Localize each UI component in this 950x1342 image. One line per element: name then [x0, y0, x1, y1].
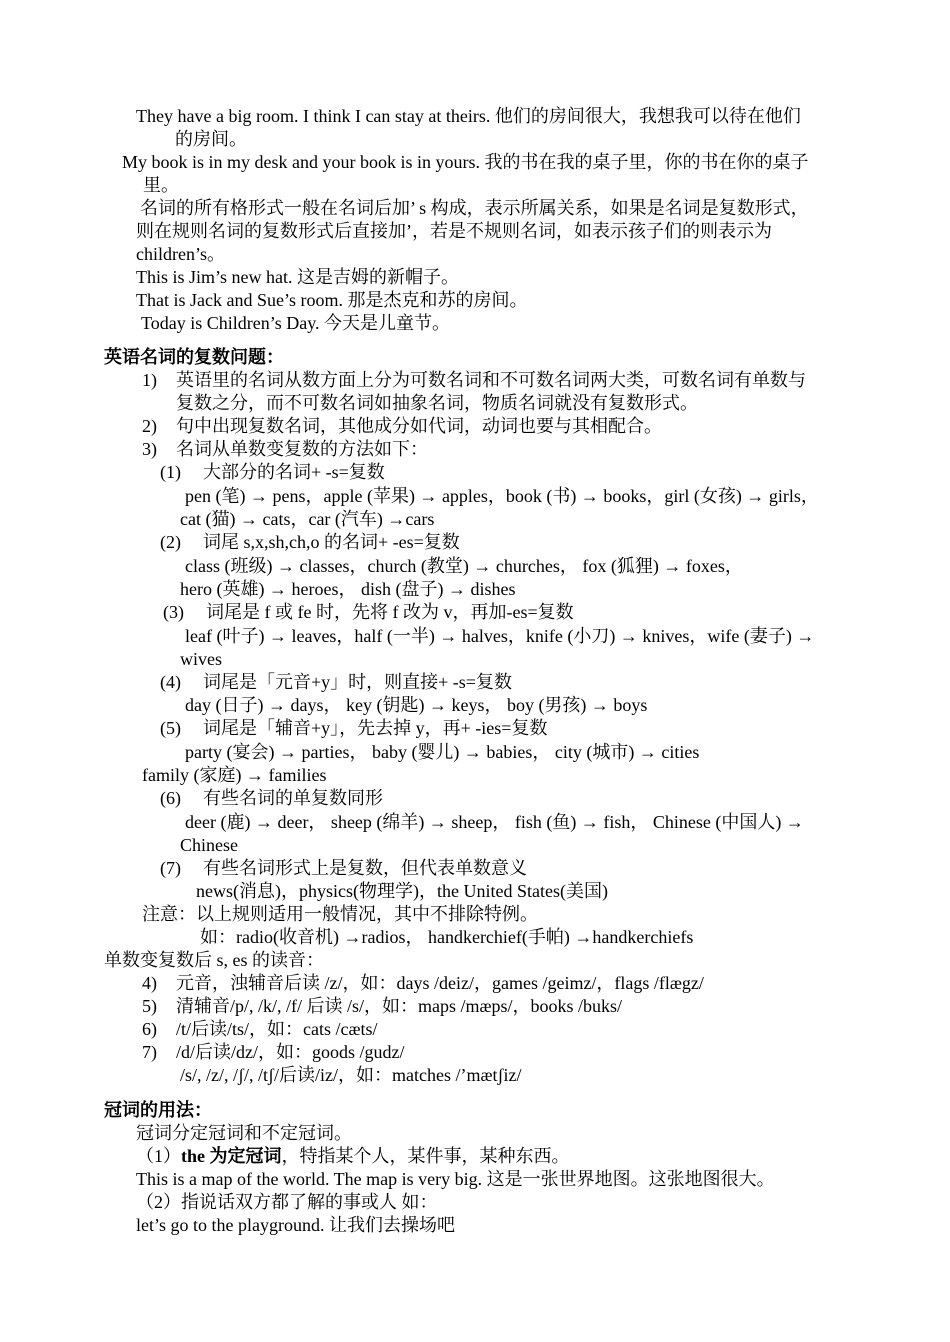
rule-1-example-b: cat (猫) → cats，car (汽车) →cars — [180, 509, 435, 529]
article-example-map: This is a map of the world. The map is very big. 这是一张世界地图。这张地图很大。 — [136, 1169, 775, 1189]
example-jack-sue: That is Jack and Sue’s room. 那是杰克和苏的房间。 — [136, 290, 528, 310]
list-number-2: 2) — [142, 416, 157, 436]
note-example: 如：radio(收音机) →radios， handkerchief(手帕) →handkerchiefs — [200, 927, 694, 947]
intro-line-3b: 则在规则名词的复数形式后直接加’，若是不规则名词，如表示孩子们的则表示为 — [136, 221, 772, 241]
article-point-1 — [136, 1145, 570, 1168]
rule-2: 词尾 s,x,sh,ch,o 的名词+ -es=复数 — [203, 532, 460, 552]
rule-4: 词尾是「元音+y」时，则直接+ -s=复数 — [203, 672, 512, 692]
rule-5-example-a: party (宴会) → parties， baby (婴儿) → babies， city (城市) → cities — [185, 742, 700, 762]
rule-7: 有些名词形式上是复数，但代表单数意义 — [203, 858, 527, 878]
article-point-1-desc: ，特指某个人，某件事，某种东西。 — [281, 1146, 570, 1166]
note: 注意：以上规则适用一般情况，其中不排除特例。 — [142, 904, 538, 924]
list-number-4: 4) — [142, 973, 157, 993]
intro-line-3c: children’s。 — [136, 244, 225, 264]
intro-line-2a: My book is in my desk and your book is in yours. 我的书在我的桌子里，你的书在你的桌子 — [122, 152, 809, 172]
article-point-2: （2）指说话双方都了解的事或人 如： — [136, 1192, 438, 1212]
rule-1-example-a: pen (笔) → pens，apple (苹果) → apples，book (书) → books，girl (女孩) → girls， — [185, 486, 819, 506]
plural-point-2: 句中出现复数名词，其他成分如代词，动词也要与其相配合。 — [176, 416, 662, 436]
rule-1: 大部分的名词+ -s=复数 — [203, 462, 385, 482]
rule-6-example-b: Chinese — [180, 835, 238, 855]
rule-5: 词尾是「辅音+y」，先去掉 y，再+ -ies=复数 — [203, 718, 548, 738]
example-childrens-day: Today is Children’s Day. 今天是儿童节。 — [141, 313, 451, 333]
rule-7-example: news(消息)，physics(物理学)，the United States(美国) — [196, 881, 608, 901]
rule-3-example-b: wives — [180, 649, 222, 669]
list-number-7: 7) — [142, 1042, 157, 1062]
intro-line-2b: 里。 — [143, 175, 179, 195]
rule-number-6: (6) — [160, 788, 181, 808]
rule-2-example-a: class (班级) → classes，church (教堂) → churches， fox (狐狸) → foxes， — [185, 556, 743, 576]
article-example-playground: let’s go to the playground. 让我们去操场吧 — [136, 1215, 455, 1235]
example-jim: This is Jim’s new hat. 这是吉姆的新帽子。 — [136, 267, 459, 287]
pronunciation-voiceless: 清辅音/p/, /k/, /f/ 后读 /s/，如：maps /mæps/，books /buks/ — [176, 996, 623, 1016]
list-number-5: 5) — [142, 996, 157, 1016]
rule-number-7: (7) — [160, 858, 181, 878]
pronunciation-voiced: 元音，浊辅音后读 /z/，如：days /deiz/，games /geimz/，flags /flægz/ — [176, 973, 704, 993]
rule-5-example-b: family (家庭) → families — [142, 765, 327, 785]
article-point-1-term: the 为定冠词 — [181, 1146, 282, 1166]
intro-line-3a: 名词的所有格形式一般在名词后加’ s 构成，表示所属关系，如果是名词是复数形式， — [140, 198, 809, 218]
article-intro: 冠词分定冠词和不定冠词。 — [136, 1123, 352, 1143]
rule-3: 词尾是 f 或 fe 时，先将 f 改为 v，再加-es=复数 — [206, 602, 574, 622]
article-point-1-number: （1） — [136, 1146, 181, 1166]
pronunciation-d: /d/后读/dz/，如：goods /gudz/ — [176, 1042, 405, 1062]
rule-number-2: (2) — [160, 532, 181, 552]
rule-6: 有些名词的单复数同形 — [203, 788, 383, 808]
list-number-6: 6) — [142, 1019, 157, 1039]
article-heading: 冠词的用法： — [104, 1100, 212, 1120]
plural-point-1a: 英语里的名词从数方面上分为可数名词和不可数名词两大类，可数名词有单数与 — [176, 370, 806, 390]
rule-number-1: (1) — [160, 462, 181, 482]
intro-line-1b: 的房间。 — [175, 129, 247, 149]
rule-4-example: day (日子) → days， key (钥匙) → keys， boy (男孩) → boys — [185, 695, 648, 715]
rule-2-example-b: hero (英雄) → heroes， dish (盘子) → dishes — [180, 579, 516, 599]
rule-3-example-a: leaf (叶子) → leaves，half (一半) → halves，knife (小刀) → knives，wife (妻子) → — [185, 626, 815, 646]
list-number-1: 1) — [142, 370, 157, 390]
plural-point-3: 名词从单数变复数的方法如下： — [176, 439, 428, 459]
plural-heading: 英语名词的复数问题： — [104, 347, 284, 367]
pronunciation-t: /t/后读/ts/，如：cats /cæts/ — [176, 1019, 378, 1039]
rule-number-3: (3) — [163, 602, 184, 622]
pronunciation-sibilant: /s/, /z/, /ʃ/, /tʃ/后读/iz/，如：matches /’mætʃiz/ — [180, 1065, 522, 1085]
rule-6-example-a: deer (鹿) → deer， sheep (绵羊) → sheep， fish (鱼) → fish， Chinese (中国人) → — [185, 812, 804, 832]
rule-number-4: (4) — [160, 672, 181, 692]
plural-point-1b: 复数之分，而不可数名词如抽象名词，物质名词就没有复数形式。 — [176, 393, 698, 413]
intro-line-1a: They have a big room. I think I can stay at theirs. 他们的房间很大，我想我可以待在他们 — [136, 106, 801, 126]
list-number-3: 3) — [142, 439, 157, 459]
pronunciation-heading: 单数变复数后 s, es 的读音： — [104, 950, 324, 970]
rule-number-5: (5) — [160, 718, 181, 738]
